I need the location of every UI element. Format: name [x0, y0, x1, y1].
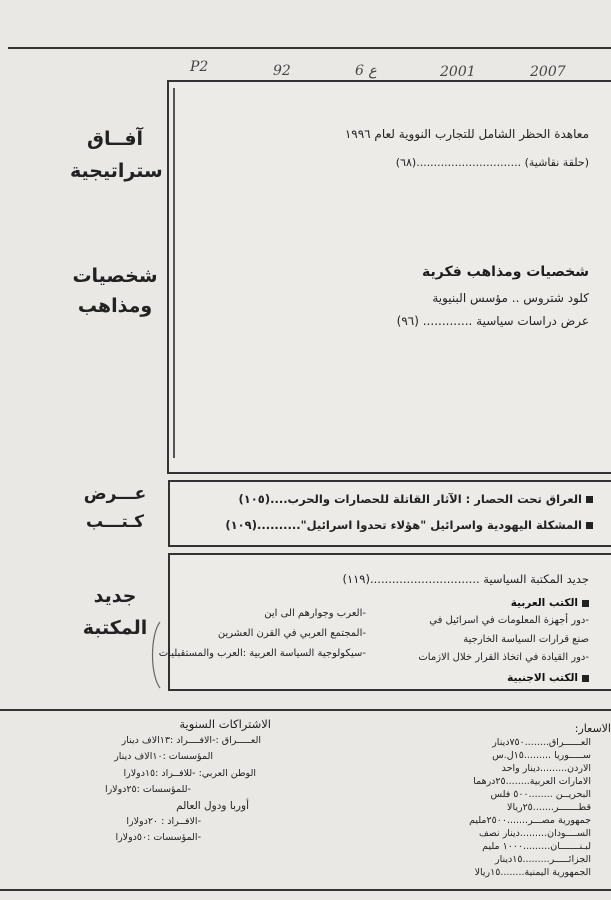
- section2-line2: عرض دراسات سياسية ............. (٩٦): [396, 314, 589, 328]
- section1-title: معاهدة الحظر الشامل للتجارب النووية لعام ١٩٩٦: [344, 127, 589, 141]
- bullet-icon: [582, 600, 589, 607]
- section4-arabic-books-label: [511, 597, 589, 609]
- bottom-rule: [0, 889, 611, 891]
- section4-side-line1: جديد: [93, 585, 137, 607]
- subscriptions-line-6: -الافــراد : ٢٠دولارا: [126, 816, 201, 827]
- price-line-4: الامارات العربية........٢٥درهما: [473, 776, 591, 787]
- section3-side-title: [70, 484, 160, 532]
- price-line-8: الســــودان.........دينار نصف: [478, 828, 591, 839]
- section1-side-line1: آفــاق: [86, 128, 144, 150]
- section-box-2: [168, 480, 611, 547]
- section4-side-line2: المكتبة: [82, 617, 148, 639]
- arabic-books-label-text: الكتب العربية: [510, 597, 578, 609]
- price-line-6: قطـــــــر.......٢٥ريالا: [507, 802, 591, 813]
- section4-heading: جديد المكتبة السياسية ..............................(١١٩): [342, 572, 589, 586]
- section3-item1-text: العراق تحت الحصار : الآثار القاتلة للحصارات والحرب....(١٠٥): [238, 492, 582, 506]
- prices-title: الاسعار:: [574, 722, 611, 735]
- section4-right-item2: صنع قرارات السياسة الخارجية: [463, 634, 589, 645]
- price-line-10: الجزائـــــر.........١٥دينار: [495, 854, 591, 865]
- section3-item1: [239, 492, 594, 506]
- section2-side-line2: ومذاهب: [77, 295, 153, 317]
- section4-left-item3: -سيكولوجية السياسة العربية :العرب والمستقبليات: [158, 648, 366, 659]
- price-line-7: جمهورية مصـــر.......٢٥٠٠مليم: [469, 815, 591, 826]
- price-line-3: الاردن.........دينار واحد: [501, 763, 591, 774]
- section2-side-line1: شخصيات: [72, 265, 158, 287]
- handwritten-note-4: 2001: [440, 64, 476, 80]
- subscriptions-line-4: -للمؤسسات :٢٥دولارا: [104, 784, 191, 795]
- section1-subtitle: (حلقة نقاشية) ..............................(٦٨): [395, 156, 589, 169]
- subscriptions-line-5: أوربا ودول العالم: [176, 800, 249, 812]
- section3-side-line2: كـتـــب: [85, 512, 145, 532]
- section1-side-line2: ستراتيجية: [70, 160, 163, 182]
- section3-item2: [225, 518, 593, 532]
- price-line-5: البحريــن ........٥٠٠ فلس: [490, 789, 591, 800]
- bullet-icon: [582, 675, 589, 682]
- bullet-icon: [586, 496, 593, 503]
- section4-right-item1: -دور أجهزة المعلومات في اسرائيل في: [429, 615, 589, 626]
- section3-item2-text: المشكلة اليهودية واسرائيل "هؤلاء تحدوا اسرائيل"..........(١٠٩): [225, 518, 582, 532]
- section4-left-item2: -المجتمع العربي في القرن العشرين: [217, 628, 366, 639]
- subscriptions-title: الاشتراكات السنوية: [179, 717, 271, 731]
- section2-heading: شخصيات ومذاهب فكرية: [422, 264, 589, 280]
- top-rule: [8, 47, 611, 49]
- price-line-9: لبـنـــــــان.........١٠٠٠ مليم: [482, 841, 591, 852]
- section-box-1-inner-rule: [173, 88, 175, 458]
- handwritten-note-2: 92: [273, 63, 291, 79]
- middle-rule: [0, 709, 611, 711]
- section4-foreign-books-label: [507, 672, 589, 684]
- section1-side-title: [70, 128, 163, 182]
- handwritten-note-1: P2: [190, 59, 209, 75]
- handwritten-note-5: 2007: [530, 64, 566, 80]
- subscriptions-line-1: العـــــراق :-الافــــراد :١٣الاف دينار: [121, 735, 261, 746]
- price-line-1: العــــــراق........٧٥٠دينار: [492, 737, 591, 748]
- price-line-11: الجمهورية اليمنية........١٥ريالا: [474, 867, 591, 878]
- handwritten-note-3: 6 ع: [355, 63, 377, 79]
- section2-line1: كلود شتروس .. مؤسس البنيوية: [432, 291, 589, 305]
- subscriptions-line-2: المؤسسات :١٠الاف دينار: [114, 751, 213, 762]
- subscriptions-line-3: الوطن العربي: -للافــراد :١٥دولارا: [123, 768, 256, 779]
- subscriptions-line-7: -المؤسسات :٥٠دولارا: [115, 832, 201, 843]
- section2-side-title: [70, 265, 160, 317]
- section3-side-line1: عـــرض: [83, 484, 147, 504]
- price-line-2: ســـــوريا .........١٥ل.س: [492, 750, 591, 761]
- foreign-books-label-text: الكتب الاجنبية: [507, 672, 578, 684]
- section4-right-item3: -دور القيادة في اتخاذ القرار خلال الازمات: [418, 652, 589, 663]
- bullet-icon: [586, 522, 593, 529]
- section4-left-item1: -العرب وجوارهم الى اين: [264, 608, 366, 619]
